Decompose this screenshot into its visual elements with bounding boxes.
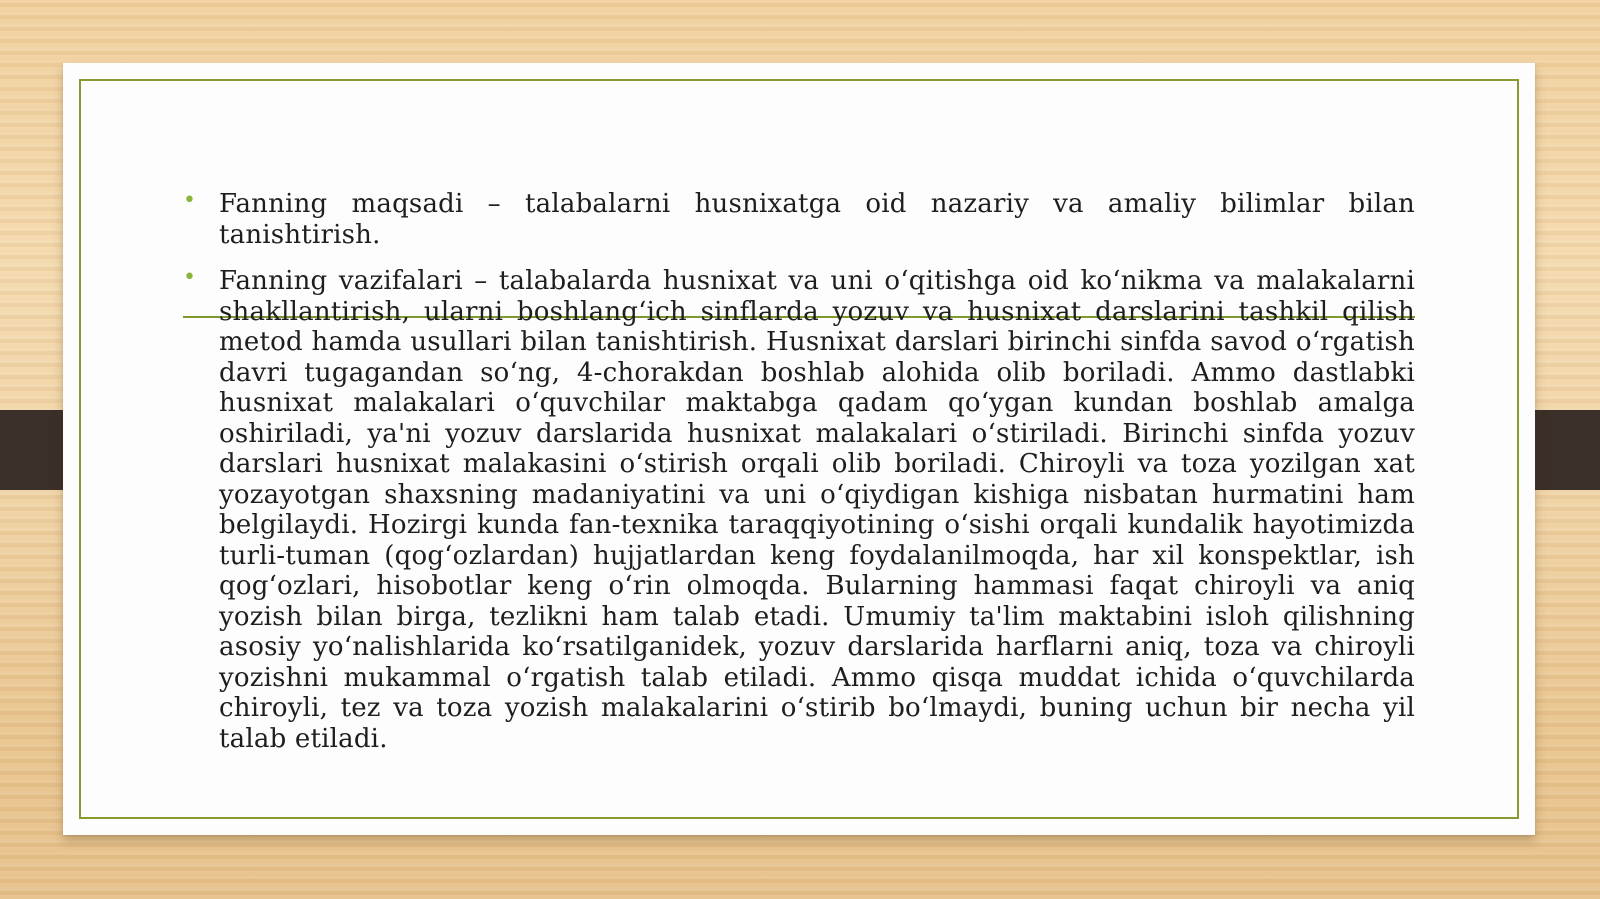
slide-body	[183, 189, 1415, 770]
bullet-item-tasks	[183, 266, 1415, 754]
bullet-text-goal: Fanning maqsadi – talabalarni husnixatga oid nazariy va amaliy bilimlar bilan tanishtirish.	[219, 189, 1415, 250]
bullet-item-goal	[183, 189, 1415, 250]
bullet-text-tasks: Fanning vazifalari – talabalarda husnixat va uni oʻqitishga oid koʻnikma va malakalarni shakllantirish, ularni boshlangʻich sinflarda yozuv va husnixat darslarini tashkil qilish metod hamda usullari bilan tanishtirish. Husnixat darslari birinchi sinfda savod oʻrgatish davri tugagandan soʻng, 4-chorakdan boshlab alohida olib boriladi. Ammo dastlabki husnixat malakalari oʻquvchilar maktabga qadam qoʻygan kundan boshlab amalga oshiriladi, ya'ni yozuv darslarida husnixat malakalari oʻstiriladi. Birinchi sinfda yozuv darslari husnixat malakasini oʻstirish orqali olib boriladi. Chiroyli va toza yozilgan xat yozayotgan shaxsning madaniyatini va uni oʻqiydigan kishiga nisbatan hurmatini ham belgilaydi. Hozirgi kunda fan-texnika taraqqiyotining oʻsishi orqali kundalik hayotimizda turli-tuman (qogʻozlardan) hujjatlardan keng foydalanilmoqda, har xil konspektlar, ish qogʻozlari, hisobotlar keng oʻrin olmoqda. Bularning hammasi faqat chiroyli va aniq yozish bilan birga, tezlikni ham talab etadi. Umumiy ta'lim maktabini isloh qilishning asosiy yoʻnalishlarida koʻrsatilganidek, yozuv darslarida harflarni aniq, toza va chiroyli yozishni mukammal oʻrgatish talab etiladi. Ammo qisqa muddat ichida oʻquvchilarda chiroyli, tez va toza yozish malakalarini oʻstirib boʻlmaydi, buning uchun bir necha yil talab etiladi.	[219, 266, 1415, 754]
bullet-icon: •	[183, 265, 197, 290]
bullet-icon: •	[183, 188, 197, 213]
